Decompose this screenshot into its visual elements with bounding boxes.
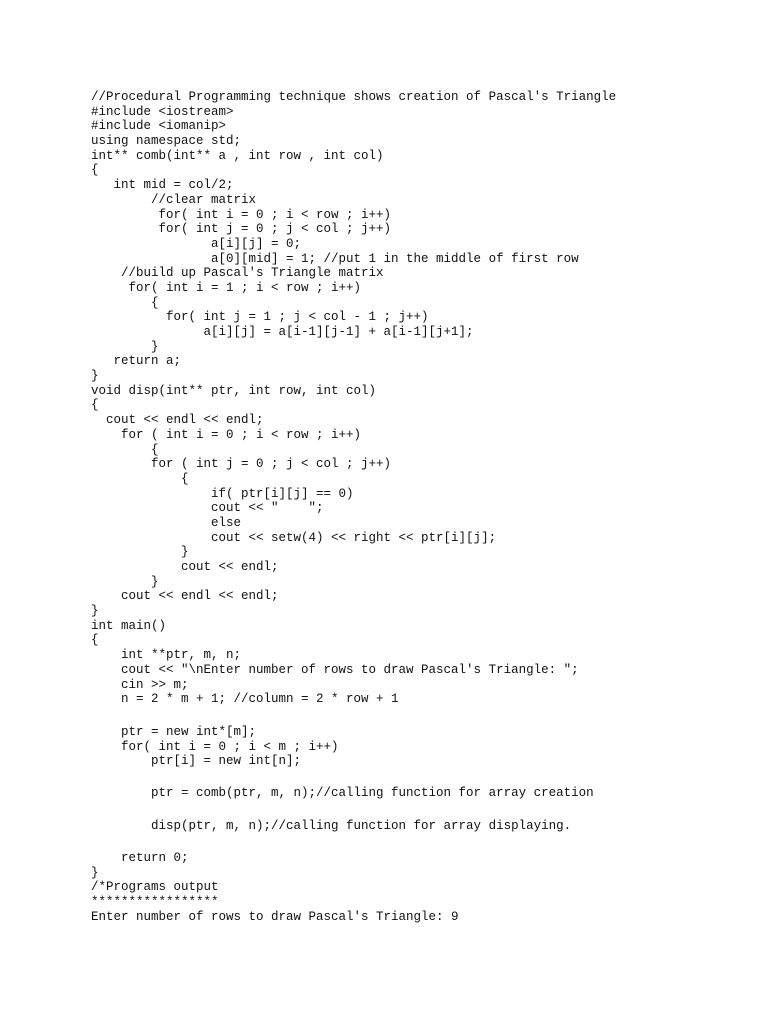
- code-line: {: [91, 442, 159, 457]
- code-line: }: [91, 545, 189, 560]
- code-line: }: [91, 339, 159, 354]
- code-line: cout << endl;: [91, 560, 279, 574]
- code-line: {: [91, 163, 99, 178]
- code-line: {: [91, 471, 189, 486]
- code-line: disp(ptr, m, n);//calling function for array displaying.: [91, 818, 572, 833]
- code-line: }: [91, 604, 99, 619]
- code-line: //clear matrix: [91, 192, 257, 207]
- code-line: for ( int i = 0 ; i < row ; i++): [91, 427, 362, 442]
- code-line: *****************: [91, 894, 219, 909]
- code-line: return 0;: [91, 850, 189, 865]
- code-line: for( int j = 1 ; j < col - 1 ; j++): [91, 310, 429, 325]
- code-line: ptr = comb(ptr, m, n);//calling function for array creation: [91, 786, 594, 801]
- code-listing: [91, 90, 751, 924]
- code-line: #include <iostream>: [91, 104, 234, 119]
- code-line: ptr[i] = new int[n];: [91, 754, 302, 769]
- code-line: a[0][mid] = 1; //put 1 in the middle of first row: [91, 251, 579, 266]
- code-line: return a;: [91, 354, 182, 369]
- code-line: n = 2 * m + 1; //column = 2 * row + 1: [91, 692, 399, 707]
- code-line: }: [91, 574, 159, 589]
- code-line: cout << setw(4) << right << ptr[i][j];: [91, 530, 497, 545]
- code-line: {: [91, 295, 159, 310]
- code-line: {: [91, 398, 99, 413]
- code-line: a[i][j] = 0;: [91, 236, 302, 251]
- code-line: int mid = col/2;: [91, 178, 234, 193]
- code-line: cout << "\nEnter number of rows to draw Pascal's Triangle: ";: [91, 662, 579, 677]
- code-line: #include <iomanip>: [91, 119, 227, 134]
- code-line: for( int j = 0 ; j < col ; j++): [91, 222, 392, 237]
- code-line: for ( int j = 0 ; j < col ; j++): [91, 457, 392, 472]
- code-line: for( int i = 0 ; i < m ; i++): [91, 739, 339, 754]
- code-line: cin >> m;: [91, 677, 189, 692]
- code-line: if( ptr[i][j] == 0): [91, 486, 354, 501]
- code-line: cout << endl << endl;: [91, 589, 279, 604]
- code-line: {: [91, 633, 99, 648]
- code-line: int** comb(int** a , int row , int col): [91, 148, 384, 163]
- code-line: a[i][j] = a[i-1][j-1] + a[i-1][j+1];: [91, 325, 474, 339]
- code-line: int main(): [91, 618, 167, 633]
- code-line: /*Programs output: [91, 880, 219, 895]
- code-line: Enter number of rows to draw Pascal's Triangle: 9: [91, 909, 459, 924]
- code-line: cout << endl << endl;: [91, 413, 264, 428]
- code-line: using namespace std;: [91, 134, 242, 149]
- code-line: int **ptr, m, n;: [91, 648, 242, 663]
- code-line: //build up Pascal's Triangle matrix: [91, 266, 384, 281]
- code-line: cout << " ";: [91, 501, 324, 516]
- code-line: void disp(int** ptr, int row, int col): [91, 383, 377, 398]
- code-line: ptr = new int*[m];: [91, 724, 257, 739]
- code-line: for( int i = 1 ; i < row ; i++): [91, 280, 362, 295]
- code-line: else: [91, 515, 242, 530]
- code-line: for( int i = 0 ; i < row ; i++): [91, 207, 392, 222]
- code-line: //Procedural Programming technique shows creation of Pascal's Triangle: [91, 90, 617, 104]
- code-line: }: [91, 865, 99, 880]
- code-line: }: [91, 369, 99, 384]
